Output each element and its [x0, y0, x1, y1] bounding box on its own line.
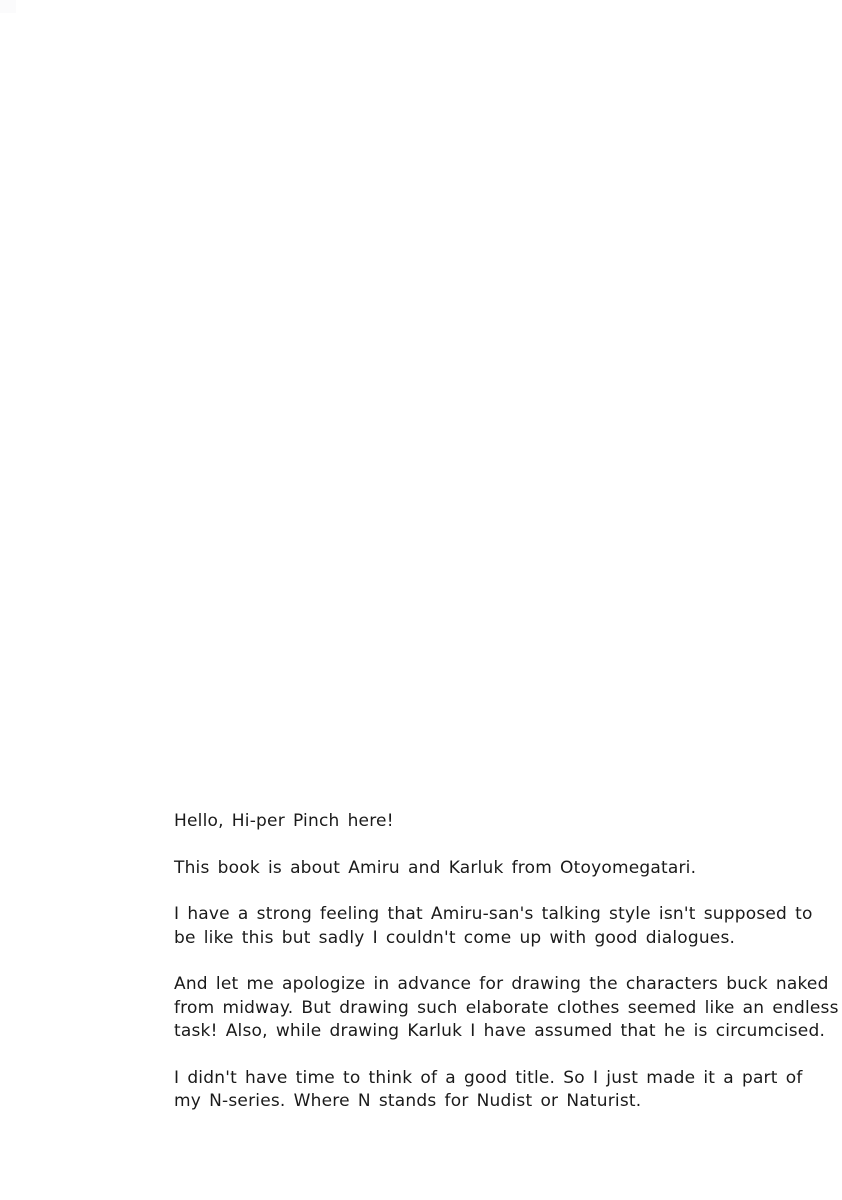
- paragraph-title-note: [174, 1067, 803, 1114]
- paragraph-drawing-apology: [174, 973, 839, 1044]
- text-line: my N-series. Where N stands for Nudist or Naturist.: [174, 1091, 642, 1111]
- paragraph-book-intro: [174, 857, 794, 881]
- text-line: from midway. But drawing such elaborate clothes seemed like an endless: [174, 997, 839, 1018]
- text-line: Hello, Hi-per Pinch here!: [174, 811, 394, 831]
- text-line: be like this but sadly I couldn't come up with good dialogues.: [174, 927, 736, 948]
- afterword-text: [174, 810, 839, 1137]
- scan-artifact: [0, 0, 16, 13]
- text-line: task! Also, while drawing Karluk I have assumed that he is circumcised.: [174, 1021, 826, 1041]
- text-line: I have a strong feeling that Amiru-san's talking style isn't supposed to: [174, 904, 813, 924]
- text-line: And let me apologize in advance for drawing the characters buck naked: [174, 974, 829, 994]
- text-line: I didn't have time to think of a good title. So I just made it a part of: [174, 1067, 803, 1088]
- text-line: This book is about Amiru and Karluk from Otoyomegatari.: [174, 857, 697, 878]
- paragraph-greeting: [174, 810, 794, 834]
- paragraph-dialogue-apology: [174, 903, 813, 950]
